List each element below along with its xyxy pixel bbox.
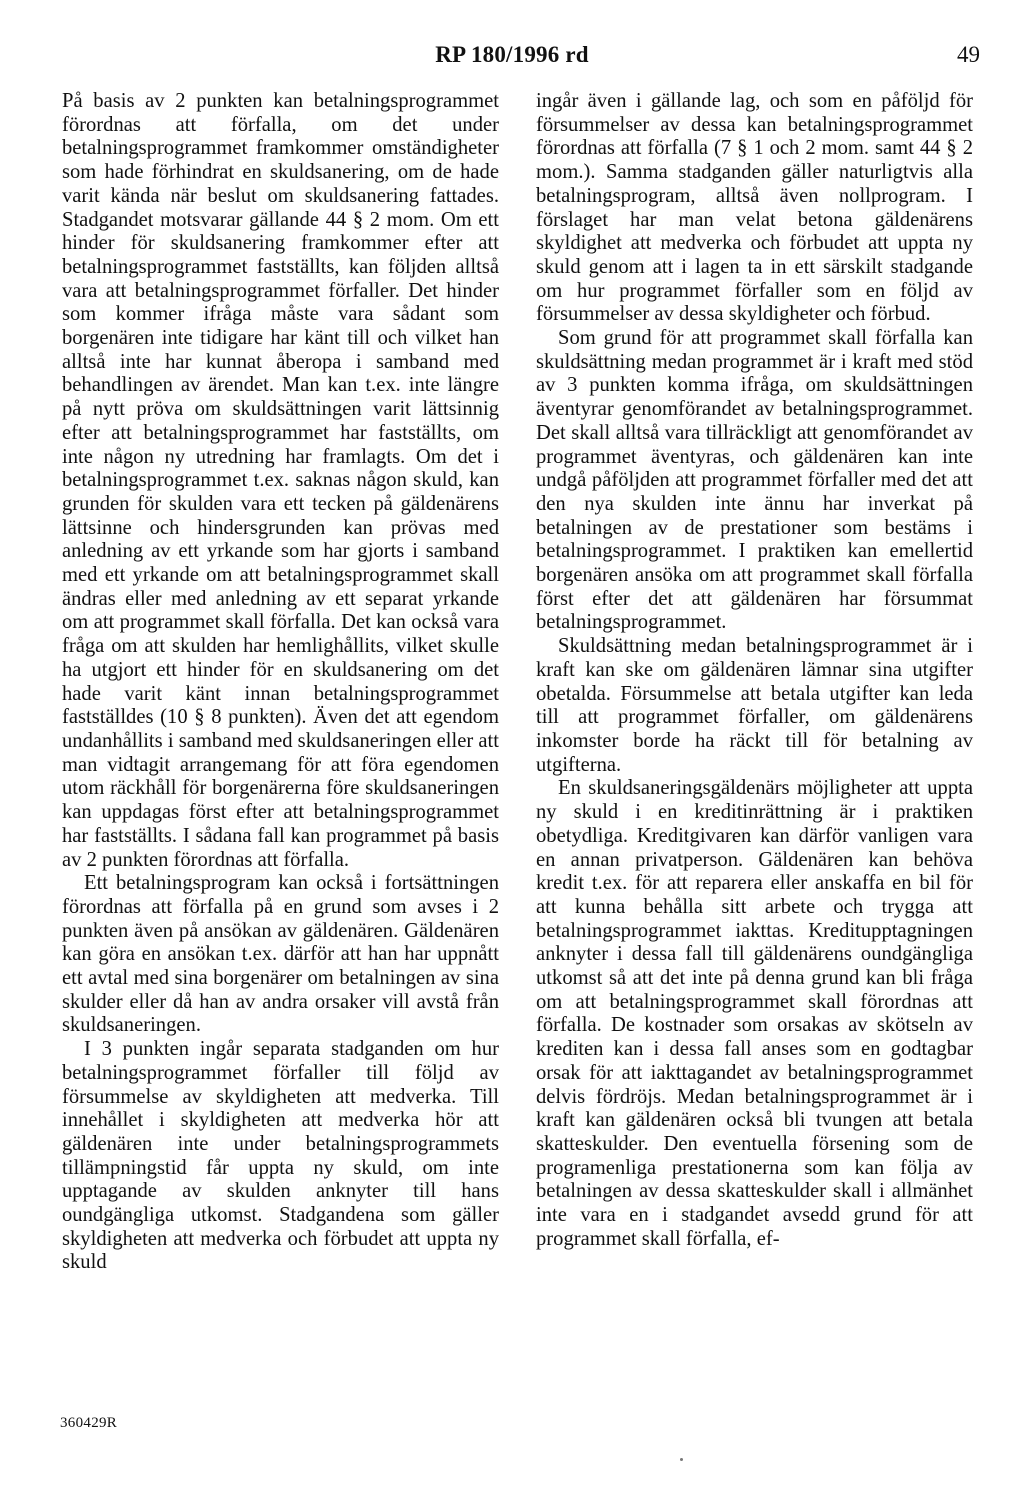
left-text-column (62, 90, 499, 1275)
paragraph: ingår även i gällande lag, och som en påföljd för försummelser av dessa kan betalningsprogrammet förordnas att förfalla (7 § 1 och 2 mom. samt 44 § 2 mom.). Samma stadganden gäller naturligtvis alla betalningsprogram, alltså även nollprogram. I förslaget har man velat betona gäldenärens skyldighet att medverka och förbudet att uppta ny skuld genom att i lagen ta in ett särskilt stadgande om hur programmet förfaller som en följd av försummelser av dessa skyldigheter och förbud. (536, 90, 973, 326)
paragraph: Som grund för att programmet skall förfalla kan skuldsättning medan programmet är i kraft med stöd av 3 punkten komma ifråga, om skuldsättningen äventyrar genomförandet av betalningsprogrammet. Det skall alltså vara tillräckligt att genomförandet av programmet äventyras, och gäldenären kan inte undgå påföljden att programmet förfaller med det att den nya skulden inte ännu har inverkat på betalningen av de prestationer som bestäms i betalningsprogrammet. I praktiken kan emellertid borgenären ansöka om att programmet skall förfalla först efter det att gäldenären har försummat betalningsprogrammet. (536, 327, 973, 634)
paragraph: Skuldsättning medan betalningsprogrammet är i kraft kan ske om gäldenären lämnar sina utgifter obetalda. Försummelse att betala utgifter kan leda till att programmet förfaller, om gäldenärens inkomster borde ha räckt till för betalning av utgifterna. (536, 635, 973, 776)
paragraph: Ett betalningsprogram kan också i fortsättningen förordnas att förfalla på en grund som avses i 2 punkten även på ansökan av gäldenären. Gäldenären kan göra en ansökan t.ex. därför att han har uppnått ett avtal med sina borgenärer om betalningen av sina skulder eller då han av andra orsaker vill avstå från skuldsaneringen. (62, 872, 499, 1037)
stray-dot (680, 1458, 683, 1461)
paragraph: I 3 punkten ingår separata stadganden om hur betalningsprogrammet förfaller till följd av försummelse av skyldigheten att medverka. Till innehållet i skyldigheten att medverka hör att gäldenären inte under betalningsprogrammets tillämpningstid får uppta ny skuld, om inte upptagande av skulden anknyter till hans oundgängliga utkomst. Stadgandena som gäller skyldigheten att medverka och förbudet att uppta ny skuld (62, 1038, 499, 1274)
page-number: 49 (957, 42, 980, 67)
paragraph: På basis av 2 punkten kan betalningsprogrammet förordnas att förfalla, om det under betalningsprogrammet framkommer omständigheter som hade förhindrat en skuldsanering, om de hade varit kända när beslut om skuldsanering fattades. Stadgandet motsvarar gällande 44 § 2 mom. Om ett hinder för skuldsanering framkommer efter att betalningsprogrammet fastställts, kan följden alltså vara att betalningsprogrammet förfaller. Det hinder som kommer ifråga måste vara sådant som borgenären inte tidigare har känt till och vilket han alltså inte har kunnat åberopa i samband med behandlingen av ärendet. Man kan t.ex. inte längre på nytt pröva om skuldsättningen varit lättsinnig efter att betalningsprogrammet har fastställts, om inte någon ny utredning har framlagts. Om det i betalningsprogrammet t.ex. saknas någon skuld, kan grunden för skulden vara ett tecken på gäldenärens lättsinne och hindersgrunden kan prövas med anledning av ett yrkande som har gjorts i samband med ett yrkande om att betalningsprogrammet skall ändras eller med anledning av ett separat yrkande om att programmet skall förfalla. Det kan också vara fråga om att skulden har hemlighållits, vilket skulle ha utgjort ett hinder för en skuldsanering om det hade varit känt innan betalningsprogrammet fastställdes (10 § 8 punkten). Även det att egendom undanhållits i samband med skuldsaneringen eller att man vidtagit arrangemang för att föra egendomen utom räckhåll för borgenärerna före skuldsaneringen kan uppdagas först efter att betalningsprogrammet har fastställts. I sådana fall kan programmet på basis av 2 punkten förordnas att förfalla. (62, 90, 499, 871)
document-header-title: RP 180/1996 rd (435, 42, 589, 67)
footer-document-code: 360429R (60, 1415, 118, 1431)
paragraph: En skuldsaneringsgäldenärs möjligheter att uppta ny skuld i en kreditinrättning är i praktiken obetydliga. Kreditgivaren kan därför vanligen vara en annan privatperson. Gäldenären kan behöva kredit t.ex. för att reparera eller anskaffa en bil för att kunna behålla sitt arbete och trygga att betalningsprogrammet iakttas. Kreditupptagningen anknyter i dessa fall till gäldenärens oundgängliga utkomst så att det inte på denna grund kan bli fråga om att betalningsprogrammet skall förordnas att förfalla. De kostnader som orsakas av skötseln av krediten kan i dessa fall anses som en godtagbar orsak för att iakttagandet av betalningsprogrammet delvis fördröjs. Medan betalningsprogrammet är i kraft kan gäldenären också bli tvungen att betala skatteskulder. Den eventuella försening som de programenliga prestationerna som kan följa av betalningen av dessa skatteskulder skall i allmänhet inte vara en i stadgandet avsedd grund för att programmet skall förfalla, ef- (536, 777, 973, 1250)
right-text-column (536, 90, 973, 1251)
